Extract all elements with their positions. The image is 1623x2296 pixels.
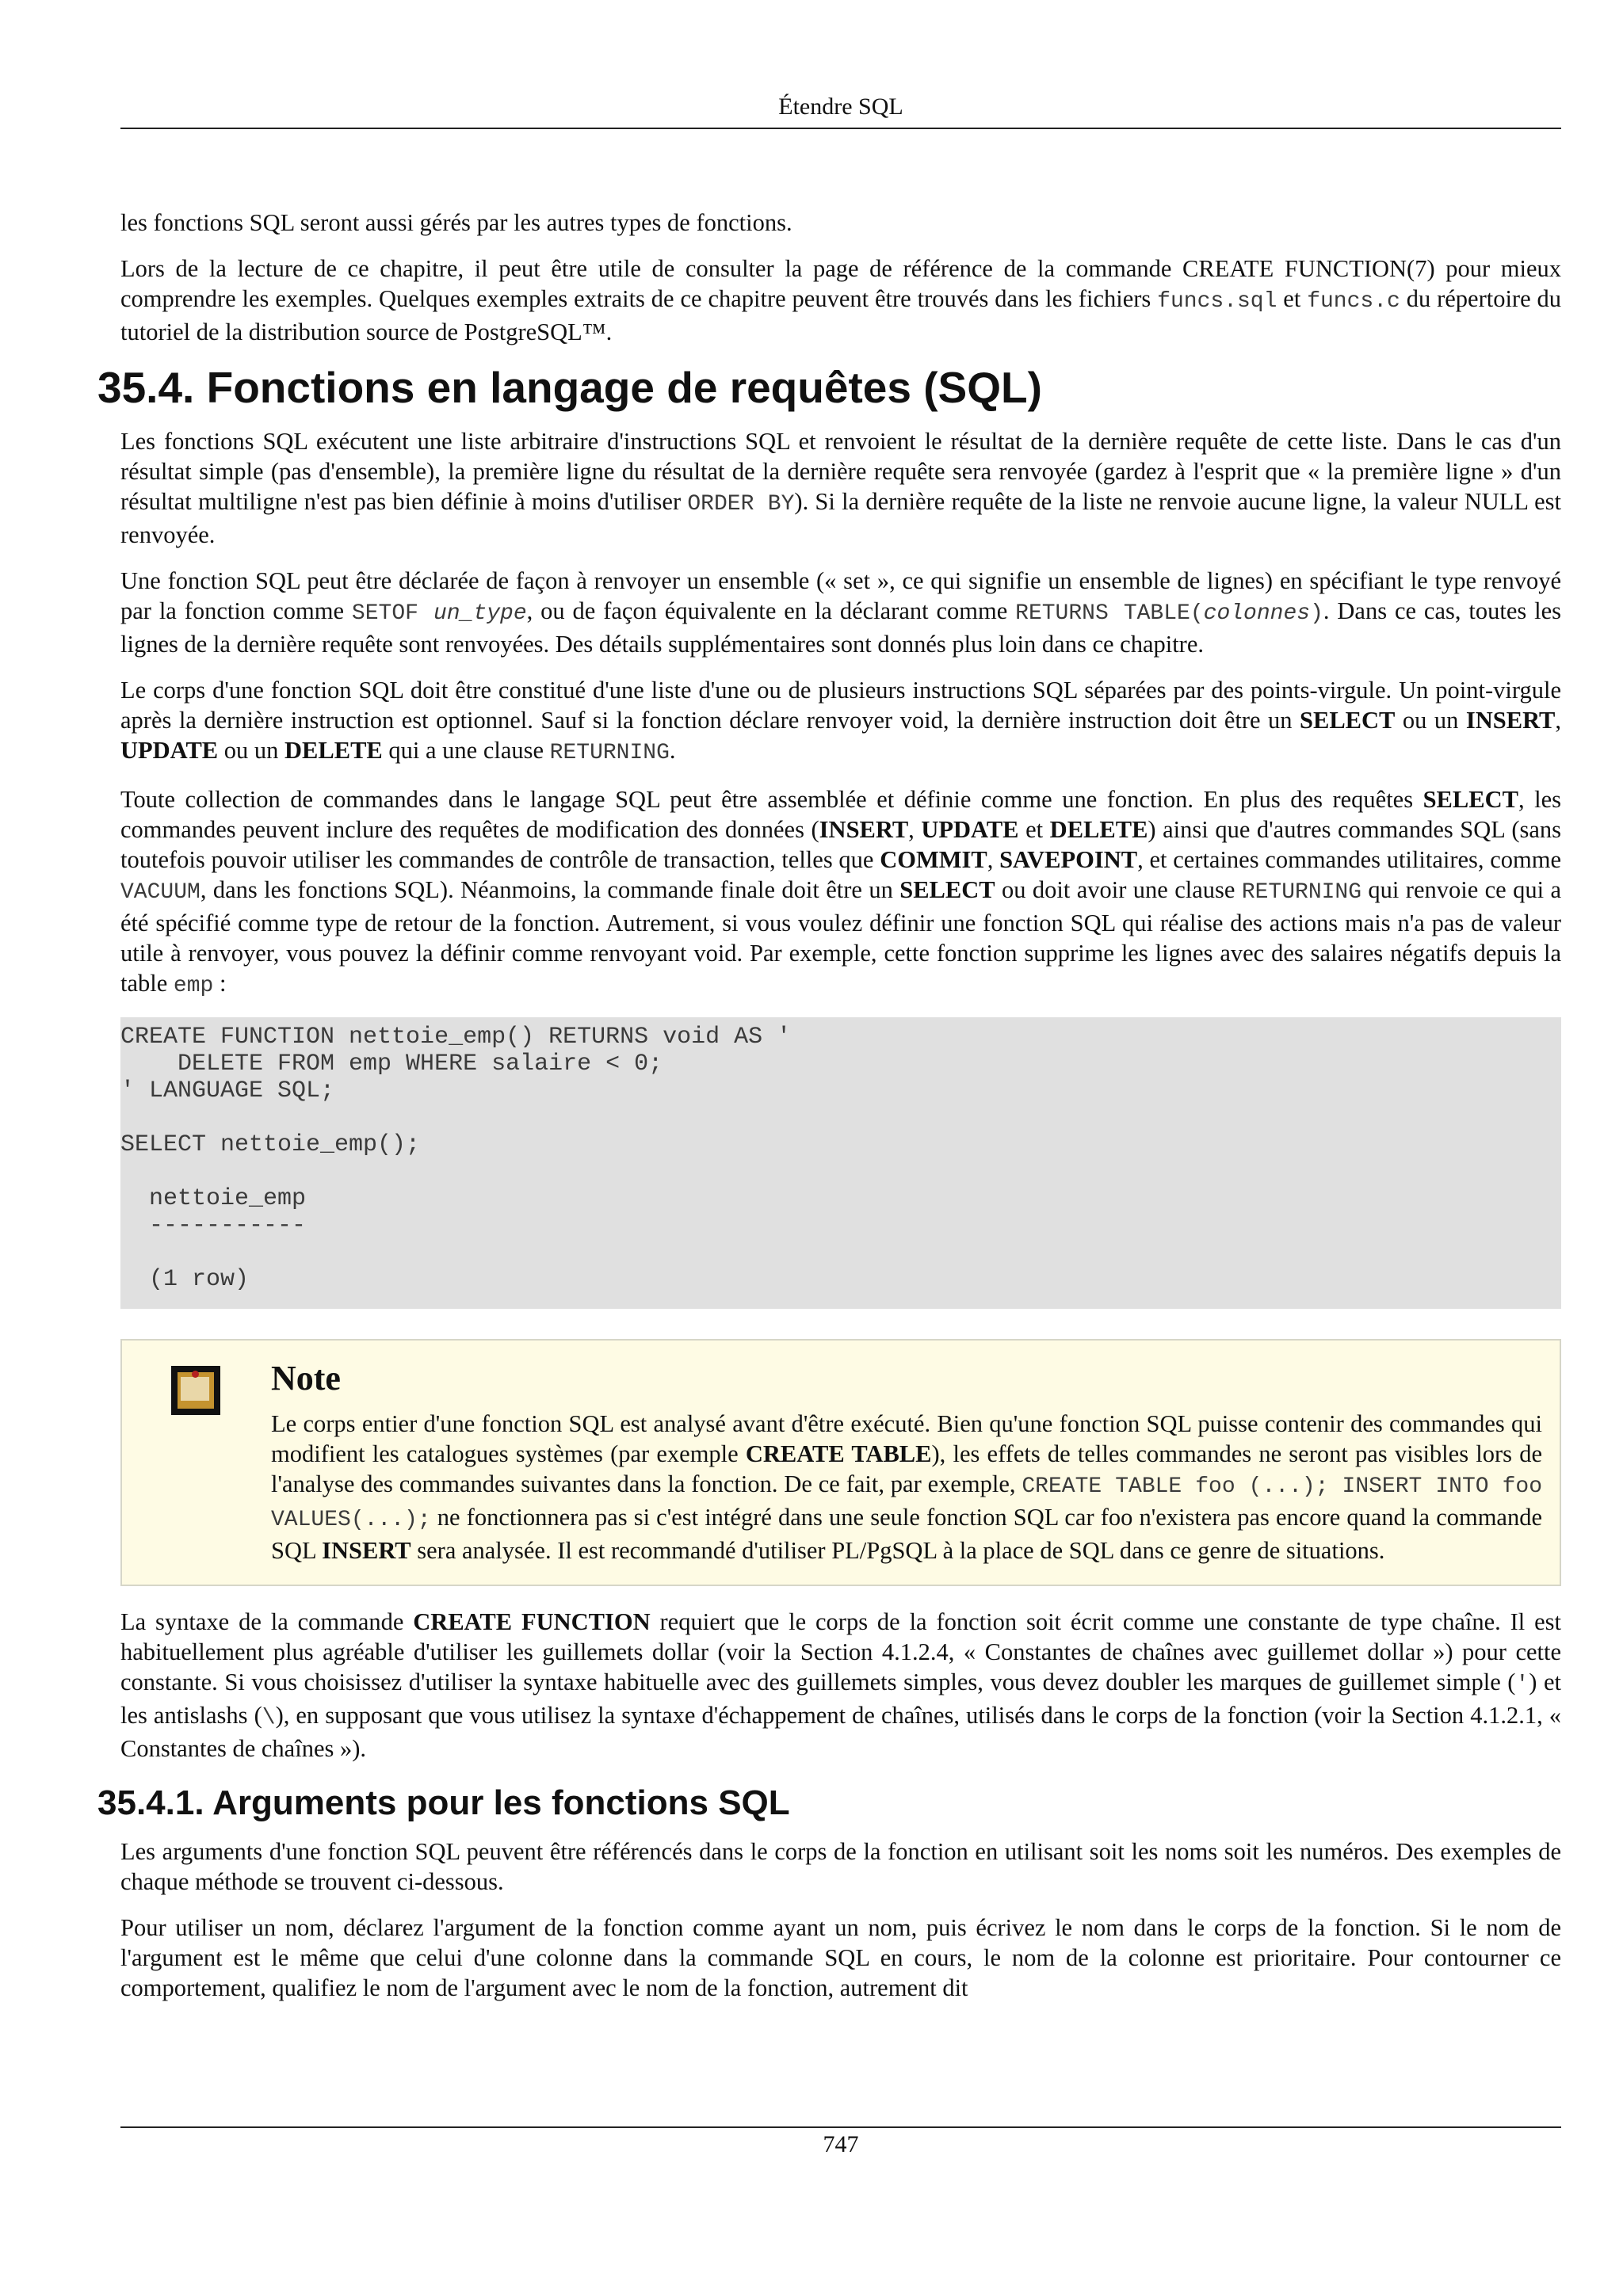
note-title: Note [271, 1359, 341, 1398]
inline-code-vacuum: VACUUM [120, 880, 200, 905]
section-paragraph-5: La syntaxe de la commande CREATE FUNCTION requiert que le corps de la fonction soit écrit comme une constante de type chaîne. Il est habituellement plus agréable d'utiliser les guillemets dollar (voir la Section 4.1.2.4, « Constantes de chaînes avec guillemet dollar ») pour cette constante. Si vous choisissez d'utiliser la syntaxe habituelle avec des guillemets simples, vous devez doubler les marques de guillemet simple (') et les antislashs (\), en supposant que vous utilisez la syntaxe d'échappement de chaînes, utilisés dans le corps de la fonction (voir la Section 4.1.2.1, « Constantes de chaînes »). [120, 1608, 1561, 1762]
inline-code-returning: RETURNING [549, 741, 670, 765]
intro-paragraph-2: Lors de la lecture de ce chapitre, il peut être utile de consulter la page de référence de la commande CREATE FUNCTION(7) pour mieux comprendre les exemples. Quelques exemples extraits de ce chapitre peuvent être trouvés dans les fichiers funcs.sql et funcs.c du répertoire du tutoriel de la distribution source de PostgreSQL™. [120, 255, 1562, 345]
section-paragraph-2: Une fonction SQL peut être déclarée de façon à renvoyer un ensemble (« set », ce qui signifie un ensemble de lignes) en spécifiant le type renvoyé par la fonction comme SETOF un_type, ou de façon équivalente en la déclarant comme RETURNS TABLE(colonnes). Dans ce cas, toutes les lignes de la dernière requête sont renvoyées. Des détails supplémentaires sont donnés plus loin dans ce chapitre. [120, 567, 1561, 658]
code-line: (1 row) [120, 1266, 250, 1293]
section-heading: 35.4. Fonctions en langage de requêtes (SQL) [97, 363, 1042, 412]
footer-rule [120, 2126, 1561, 2128]
inline-code-emp: emp [173, 974, 214, 998]
inline-code-create-table-foo: CREATE TABLE foo (...); INSERT INTO foo VALUES(...); [271, 1474, 1542, 1532]
inline-code-funcs-sql: funcs.sql [1157, 289, 1277, 314]
inline-code-funcs-c: funcs.c [1307, 289, 1400, 314]
page-number: 747 [823, 2131, 859, 2157]
section-paragraph-1: Les fonctions SQL exécutent une liste arbitraire d'instructions SQL et renvoient le résultat de la dernière requête de cette liste. Dans le cas d'un résultat simple (pas d'ensemble), la première ligne du résultat de la dernière requête sera renvoyée (gardez à l'esprit que « la première ligne » d'un résultat multiligne n'est pas bien définie à moins d'utiliser ORDER BY). Si la dernière requête de la liste ne renvoie aucune ligne, la valeur NULL est renvoyée. [120, 428, 1562, 548]
running-header: Étendre SQL [778, 93, 903, 120]
section-paragraph-3: Le corps d'une fonction SQL doit être constitué d'une liste d'une ou de plusieurs instructions SQL séparées par des points-virgule. Un point-virgule après la dernière instruction est optionnel. Sauf si la fonction déclare renvoyer void, la dernière instruction doit être un SELECT ou un INSERT, UPDATE ou un DELETE qui a une clause RETURNING. [120, 677, 1561, 765]
code-line: DELETE FROM emp WHERE salaire < 0; [120, 1051, 663, 1077]
inline-code-backslash: \ [262, 1706, 276, 1730]
code-line: ' LANGUAGE SQL; [120, 1077, 335, 1104]
note-text: Le corps entier d'une fonction SQL est analysé avant d'être exécuté. Bien qu'une fonction SQL puisse contenir des commandes qui modifient les catalogues systèmes (par exemple CREATE TABLE), les effets de telles commandes ne seront pas visibles lors de l'analyse des commandes suivantes dans la fonction. De ce fait, par exemple, CREATE TABLE foo (...); INSERT INTO foo VALUES(...); ne fonctionnera pas si c'est intégré dans une seule fonction SQL car foo n'existera pas encore quand la commande SQL INSERT sera analysée. Il est recommandé d'utiliser PL/PgSQL à la place de SQL dans ce genre de situations. [271, 1410, 1542, 1564]
code-block [120, 1017, 1561, 1309]
note-icon [171, 1366, 220, 1415]
code-line [120, 1158, 1561, 1185]
header-rule [120, 128, 1561, 129]
section-paragraph-4: Toute collection de commandes dans le langage SQL peut être assemblée et définie comme une fonction. En plus des requêtes SELECT, les commandes peuvent inclure des requêtes de modification des données (INSERT, UPDATE et DELETE) ainsi que d'autres commandes SQL (sans toutefois pouvoir utiliser les commandes de contrôle de transaction, telles que COMMIT, SAVEPOINT, et certaines commandes utilitaires, comme VACUUM, dans les fonctions SQL). Néanmoins, la commande finale doit être un SELECT ou doit avoir une clause RETURNING qui renvoie ce qui a été spécifié comme type de retour de la fonction. Autrement, si vous voulez définir une fonction SQL qui réalise des actions mais n'a pas de valeur utile à renvoyer, vous pouvez la définir comme renvoyant void. Par exemple, cette fonction supprime les lignes avec des salaires négatifs depuis la table emp : [120, 786, 1562, 998]
code-line [120, 1104, 1561, 1131]
subsection-paragraph-1: Les arguments d'une fonction SQL peuvent être référencés dans le corps de la fonction en utilisant soit les noms soit les numéros. Des exemples de chaque méthode se trouvent ci-dessous. [120, 1838, 1561, 1895]
inline-code-returning-2: RETURNING [1241, 880, 1362, 905]
subsection-heading: 35.4.1. Arguments pour les fonctions SQL [97, 1783, 790, 1822]
note-box [120, 1339, 1561, 1586]
code-line: ----------- [120, 1212, 307, 1239]
code-line: CREATE FUNCTION nettoie_emp() RETURNS void AS ' [120, 1024, 792, 1051]
inline-code-order-by: ORDER BY [687, 492, 795, 517]
intro-paragraph-1: les fonctions SQL seront aussi gérés par les autres types de fonctions. [120, 209, 792, 236]
subsection-paragraph-2: Pour utiliser un nom, déclarez l'argument de la fonction comme ayant un nom, puis écrivez le nom dans le corps de la fonction. Si le nom de l'argument est le même que celui d'une colonne dans la commande SQL en cours, le nom de la colonne est prioritaire. Pour contourner ce comportement, qualifiez le nom de l'argument avec le nom de la fonction, autrement dit [120, 1914, 1561, 2001]
code-line: nettoie_emp [120, 1185, 307, 1212]
inline-code-returns-table: RETURNS TABLE(colonnes) [1015, 601, 1323, 626]
inline-code-quote: ' [1515, 1672, 1529, 1697]
inline-code-setof: SETOF un_type [351, 601, 527, 626]
page-content [97, 208, 1562, 2019]
code-line: SELECT nettoie_emp(); [120, 1131, 421, 1158]
code-line [120, 1239, 1561, 1266]
